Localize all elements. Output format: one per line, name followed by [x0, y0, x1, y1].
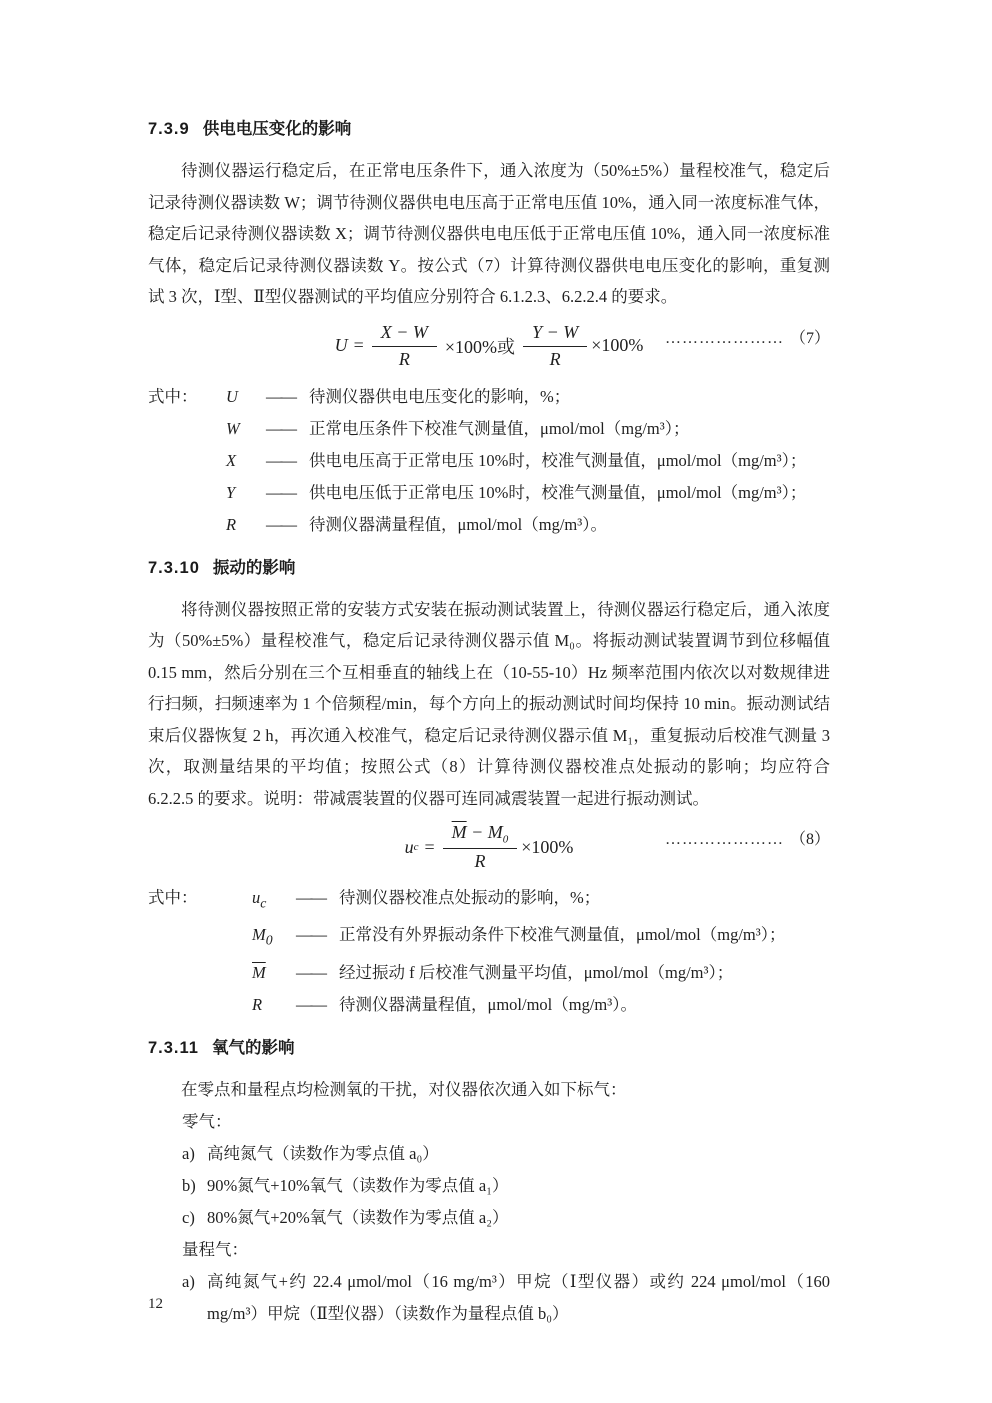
- list-item: [182, 1266, 830, 1330]
- page-number: 12: [148, 1296, 163, 1312]
- section-number: 7.3.10: [148, 558, 200, 577]
- em-dash: ——: [266, 418, 295, 438]
- fraction-1-numerator: X − W: [372, 322, 437, 347]
- section-number: 7.3.11: [148, 1038, 199, 1057]
- equation-7: [148, 317, 830, 375]
- section-title: 振动的影响: [212, 558, 296, 577]
- list-item: [182, 1170, 830, 1202]
- list-marker: a): [182, 1271, 195, 1291]
- fraction-1: [372, 322, 437, 370]
- section-intro: 在零点和量程点均检测氧的干扰，对仪器依次通入如下标气：: [181, 1079, 627, 1099]
- var-symbol: Y: [226, 482, 236, 502]
- section-heading: [148, 1037, 830, 1059]
- list-marker: a): [182, 1143, 195, 1163]
- span-gas-label: 量程气：: [182, 1239, 248, 1259]
- where-row: [226, 445, 830, 477]
- dotted-leader: …………………: [664, 831, 784, 848]
- symbol-subscript: c: [260, 895, 267, 911]
- section-7-3-11: [148, 1037, 830, 1330]
- var-symbol: U: [226, 386, 238, 406]
- section-heading: [148, 557, 830, 579]
- where-label: 式中：: [148, 386, 198, 406]
- list-item-text: 80%氮气+20%氧气（读数作为零点值 a₂）: [207, 1207, 509, 1227]
- var-description: 经过振动 f 后校准气测量平均值，μmol/mol（mg/m³）；: [339, 962, 734, 982]
- em-dash: ——: [296, 925, 325, 945]
- where-row: [226, 957, 830, 989]
- em-dash: ——: [296, 888, 325, 907]
- var-description: 待测仪器校准点处振动的影响，%；: [339, 888, 601, 907]
- list-marker: b): [182, 1175, 196, 1195]
- var-symbol: [226, 919, 296, 956]
- symbol-base: u: [252, 888, 261, 907]
- numerator-rest: − M: [471, 821, 503, 842]
- equation-7-lhs: U: [334, 335, 348, 355]
- var-description: 正常电压条件下校准气测量值，μmol/mol（mg/m³）；: [309, 418, 690, 438]
- var-description: 供电电压低于正常电压 10%时，校准气测量值，μmol/mol（mg/m³）；: [309, 482, 807, 502]
- var-description: 供电电压高于正常电压 10%时，校准气测量值，μmol/mol（mg/m³）；: [309, 450, 807, 470]
- section-paragraph: 待测仪器运行稳定后，在正常电压条件下，通入浓度为（50%±5%）量程校准气，稳定后记录待测仪器读数 W；调节待测仪器供电电压高于正常电压值 10%，通入同一浓度标准气体，稳定后记录待测仪器读数 X；调节待测仪器供电电压低于正常电压值 10%，通入同一浓度标准气体，稳定后记录待测仪器读数 Y。按公式（7）计算待测仪器供电电压变化的影响，重复测试 3 次，Ⅰ型、Ⅱ型仪器测试的平均值应分别符合 6.1.2.3、6.2.2.4 的要求。: [148, 161, 830, 306]
- var-description: 待测仪器满量程值，μmol/mol（mg/m³）。: [339, 994, 637, 1014]
- em-dash: ——: [266, 386, 295, 406]
- where-row: [226, 882, 830, 919]
- em-dash: ——: [266, 514, 295, 534]
- var-symbol: [226, 882, 296, 919]
- section-7-3-9: [148, 118, 830, 541]
- symbol-base: R: [252, 994, 263, 1014]
- list-marker: c): [182, 1207, 195, 1227]
- fraction-2-denominator: R: [549, 348, 561, 369]
- equation-8-number: （8）: [789, 831, 830, 848]
- fraction-numerator: [443, 822, 518, 850]
- section-7-3-10: [148, 557, 830, 1021]
- fraction-2: [523, 322, 587, 370]
- section-paragraph: 将待测仪器按照正常的安装方式安装在振动测试装置上，待测仪器运行稳定后，通入浓度为（50%±5%）量程校准气，稳定后记录待测仪器示值 M₀。将振动测试装置调节到位移幅值 0.15 mm，然后分别在三个互相垂直的轴线上在（10-55-10）Hz 频率范围内依次以对数规律进行扫频，扫频速率为 1 个倍频程/min，每个方向上的振动测试时间均保持 10 min。振动测试结束后仪器恢复 2 h，再次通入校准气，稳定后记录待测仪器示值 M₁，重复振动后校准气测量 3 次，取测量结果的平均值；按照公式（8）计算待测仪器校准点处振动的影响；均应符合 6.2.2.5 的要求。说明：带减震装置的仪器可连同减震装置一起进行振动测试。: [148, 599, 830, 808]
- section-title: 供电电压变化的影响: [202, 120, 352, 138]
- list-item: [182, 1138, 830, 1170]
- equals-sign: =: [353, 335, 364, 355]
- where-list-7: [148, 381, 830, 541]
- where-row: [226, 509, 830, 541]
- equation-7-tail: ×100%: [591, 335, 644, 355]
- em-dash: ——: [296, 994, 325, 1014]
- var-symbol: W: [226, 418, 240, 438]
- em-dash: ——: [296, 962, 325, 982]
- em-dash: ——: [266, 482, 295, 502]
- equation-7-or-operator: ×100%或: [444, 336, 516, 357]
- where-row: [226, 381, 830, 413]
- equation-8-tail: ×100%: [521, 836, 574, 857]
- dotted-leader: …………………: [664, 329, 784, 347]
- list-item-text: 高纯氮气（读数作为零点值 a₀）: [207, 1143, 439, 1163]
- equation-8-lhs-subscript: c: [413, 841, 419, 853]
- fraction-1-denominator: R: [398, 348, 410, 369]
- where-row: [226, 413, 830, 445]
- fraction: [443, 822, 518, 873]
- symbol-base-overline: $\overline{M}$: [252, 962, 266, 982]
- equation-8-expression: [405, 822, 574, 873]
- symbol-subscript: 0: [265, 932, 273, 948]
- var-symbol: [226, 957, 296, 989]
- section-title: 氧气的影响: [211, 1038, 295, 1057]
- var-description: 待测仪器供电电压变化的影响，%；: [309, 386, 571, 406]
- equation-7-reference: [665, 325, 830, 348]
- fraction-2-numerator: Y − W: [523, 322, 587, 347]
- var-description: 正常没有外界振动条件下校准气测量值，μmol/mol（mg/m³）；: [339, 925, 786, 945]
- var-symbol: R: [226, 514, 237, 534]
- where-row: [226, 919, 830, 956]
- list-item-text: 高纯氮气+约 22.4 μmol/mol（16 mg/m³）甲烷（Ⅰ型仪器）或约 224 μmol/mol（160 mg/m³）甲烷（Ⅱ型仪器）（读数作为量程点值 b₀）: [207, 1271, 830, 1323]
- equation-7-expression: [335, 322, 644, 370]
- page-content: [148, 118, 830, 1330]
- em-dash: ——: [266, 450, 295, 470]
- section-number: 7.3.9: [148, 120, 190, 138]
- where-list-8: [148, 882, 830, 1021]
- gas-lists: [148, 1106, 830, 1330]
- var-symbol: X: [226, 450, 237, 470]
- equation-8-reference: [665, 826, 830, 849]
- symbol-base: M: [252, 925, 266, 945]
- section-heading: [148, 118, 830, 140]
- m0-subscript: 0: [502, 833, 509, 846]
- where-row: [226, 477, 830, 509]
- var-symbol: [226, 989, 296, 1021]
- where-row: [226, 989, 830, 1021]
- var-description: 待测仪器满量程值，μmol/mol（mg/m³）。: [309, 514, 607, 534]
- equation-7-number: （7）: [789, 329, 830, 347]
- fraction-denominator: R: [474, 851, 486, 872]
- list-item: [182, 1202, 830, 1234]
- m-bar-symbol: $\overline{M}$: [451, 821, 467, 842]
- equation-8: [148, 818, 830, 876]
- equals-sign: =: [424, 836, 435, 857]
- where-label: 式中：: [148, 888, 198, 907]
- equation-8-lhs: u: [404, 836, 414, 857]
- list-item-text: 90%氮气+10%氧气（读数作为零点值 a₁）: [207, 1175, 509, 1195]
- zero-gas-label: 零气：: [182, 1111, 232, 1131]
